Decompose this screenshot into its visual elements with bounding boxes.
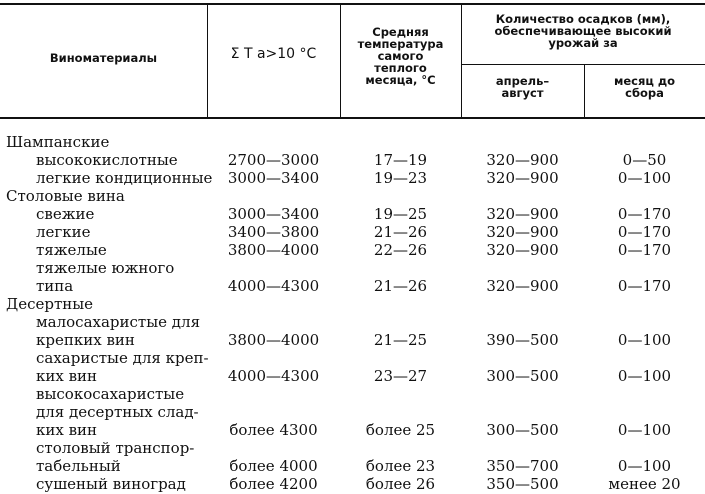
cell-mon: 0—100 xyxy=(617,331,672,349)
row-label: ких вин xyxy=(36,421,98,439)
cell-apr: 320—900 xyxy=(486,241,559,259)
row-label: для десертных слад- xyxy=(36,403,199,421)
cell-avg: 17—19 xyxy=(373,151,428,169)
header-month-before-line-1: месяц до xyxy=(613,74,676,88)
header-avg-temp xyxy=(340,26,461,86)
cell-avg: 21—26 xyxy=(373,277,428,295)
row-label: легкие xyxy=(36,223,91,241)
cell-sum: 3800—4000 xyxy=(227,241,320,259)
cell-sum: 3000—3400 xyxy=(227,169,320,187)
row-label: тяжелые южного xyxy=(36,259,175,277)
header-precip-line-2: обеспечивающее высокий xyxy=(494,24,672,38)
cell-sum: 3800—4000 xyxy=(227,331,320,349)
cell-sum: более 4000 xyxy=(229,457,318,475)
cell-sum: 4000—4300 xyxy=(227,367,320,385)
cell-mon: 0—100 xyxy=(617,421,672,439)
cell-sum: 2700—3000 xyxy=(227,151,320,169)
row-label: высококислотные xyxy=(36,151,178,169)
header-avg-temp-line-3: самого xyxy=(377,49,424,63)
row-label: крепких вин xyxy=(36,331,135,349)
row-label: столовый транспор- xyxy=(36,439,195,457)
cell-mon: 0—170 xyxy=(617,241,672,259)
cell-avg: 21—26 xyxy=(373,223,428,241)
cell-apr: 320—900 xyxy=(486,169,559,187)
cell-apr: 300—500 xyxy=(486,367,559,385)
row-label: ких вин xyxy=(36,367,98,385)
cell-apr: 300—500 xyxy=(486,421,559,439)
row-label: табельный xyxy=(36,457,121,475)
cell-apr: 320—900 xyxy=(486,205,559,223)
cell-apr: 390—500 xyxy=(486,331,559,349)
row-label: легкие кондиционные xyxy=(36,169,213,187)
cell-apr: 350—500 xyxy=(486,475,559,493)
cell-avg: 22—26 xyxy=(373,241,428,259)
cell-mon: 0—170 xyxy=(617,205,672,223)
cell-avg: 21—25 xyxy=(373,331,428,349)
row-label: сушеный виноград xyxy=(36,475,186,493)
header-apr-aug xyxy=(461,75,584,99)
cell-avg: более 26 xyxy=(365,475,436,493)
header-precip-line-3: урожай за xyxy=(548,36,618,50)
cell-mon: 0—170 xyxy=(617,277,672,295)
cell-apr: 320—900 xyxy=(486,223,559,241)
cell-sum: 4000—4300 xyxy=(227,277,320,295)
cell-avg: более 23 xyxy=(365,457,436,475)
header-avg-temp-line-2: температура xyxy=(357,37,444,51)
header-bottom-rule xyxy=(0,117,705,119)
header-precip xyxy=(461,13,705,49)
cell-mon: 0—100 xyxy=(617,457,672,475)
cell-sum: 3400—3800 xyxy=(227,223,320,241)
header-sum-t xyxy=(207,46,340,62)
cell-mon: 0—100 xyxy=(617,367,672,385)
cell-apr: 350—700 xyxy=(486,457,559,475)
header-avg-temp-line-5: месяца, °С xyxy=(365,73,436,87)
header-month-before-line-2: сбора xyxy=(625,86,664,100)
cell-sum: 3000—3400 xyxy=(227,205,320,223)
cell-apr: 320—900 xyxy=(486,151,559,169)
cell-mon: менее 20 xyxy=(608,475,681,493)
cell-avg: 19—23 xyxy=(373,169,428,187)
cell-apr: 320—900 xyxy=(486,277,559,295)
cell-mon: 0—50 xyxy=(622,151,667,169)
cell-mon: 0—100 xyxy=(617,169,672,187)
header-materials: Виноматериалы xyxy=(49,51,158,65)
header-avg-temp-line-4: теплого xyxy=(374,61,427,75)
cell-sum: более 4200 xyxy=(229,475,318,493)
cell-avg: 19—25 xyxy=(373,205,428,223)
header-top-rule xyxy=(0,3,705,5)
header-sum-t-text: Σ T a>10 °C xyxy=(230,46,317,62)
header-precip-line-1: Количество осадков (мм), xyxy=(495,12,671,26)
cell-avg: более 25 xyxy=(365,421,436,439)
row-label: типа xyxy=(36,277,74,295)
row-label: малосахаристые для xyxy=(36,313,201,331)
row-label: высокосахаристые xyxy=(36,385,185,403)
row-label: сахаристые для креп- xyxy=(36,349,209,367)
row-label: Столовые вина xyxy=(6,187,125,205)
row-label: тяжелые xyxy=(36,241,107,259)
cell-sum: более 4300 xyxy=(229,421,318,439)
header-apr-aug-line-2: август xyxy=(501,86,544,100)
row-label: Десертные xyxy=(6,295,94,313)
header-apr-aug-line-1: апрель– xyxy=(495,74,550,88)
precip-sub-rule xyxy=(461,64,705,65)
cell-mon: 0—170 xyxy=(617,223,672,241)
header-month-before xyxy=(584,75,705,99)
row-label: Шампанские xyxy=(6,133,110,151)
cell-avg: 23—27 xyxy=(373,367,428,385)
header-avg-temp-line-1: Средняя xyxy=(372,25,429,39)
row-label: свежие xyxy=(36,205,95,223)
